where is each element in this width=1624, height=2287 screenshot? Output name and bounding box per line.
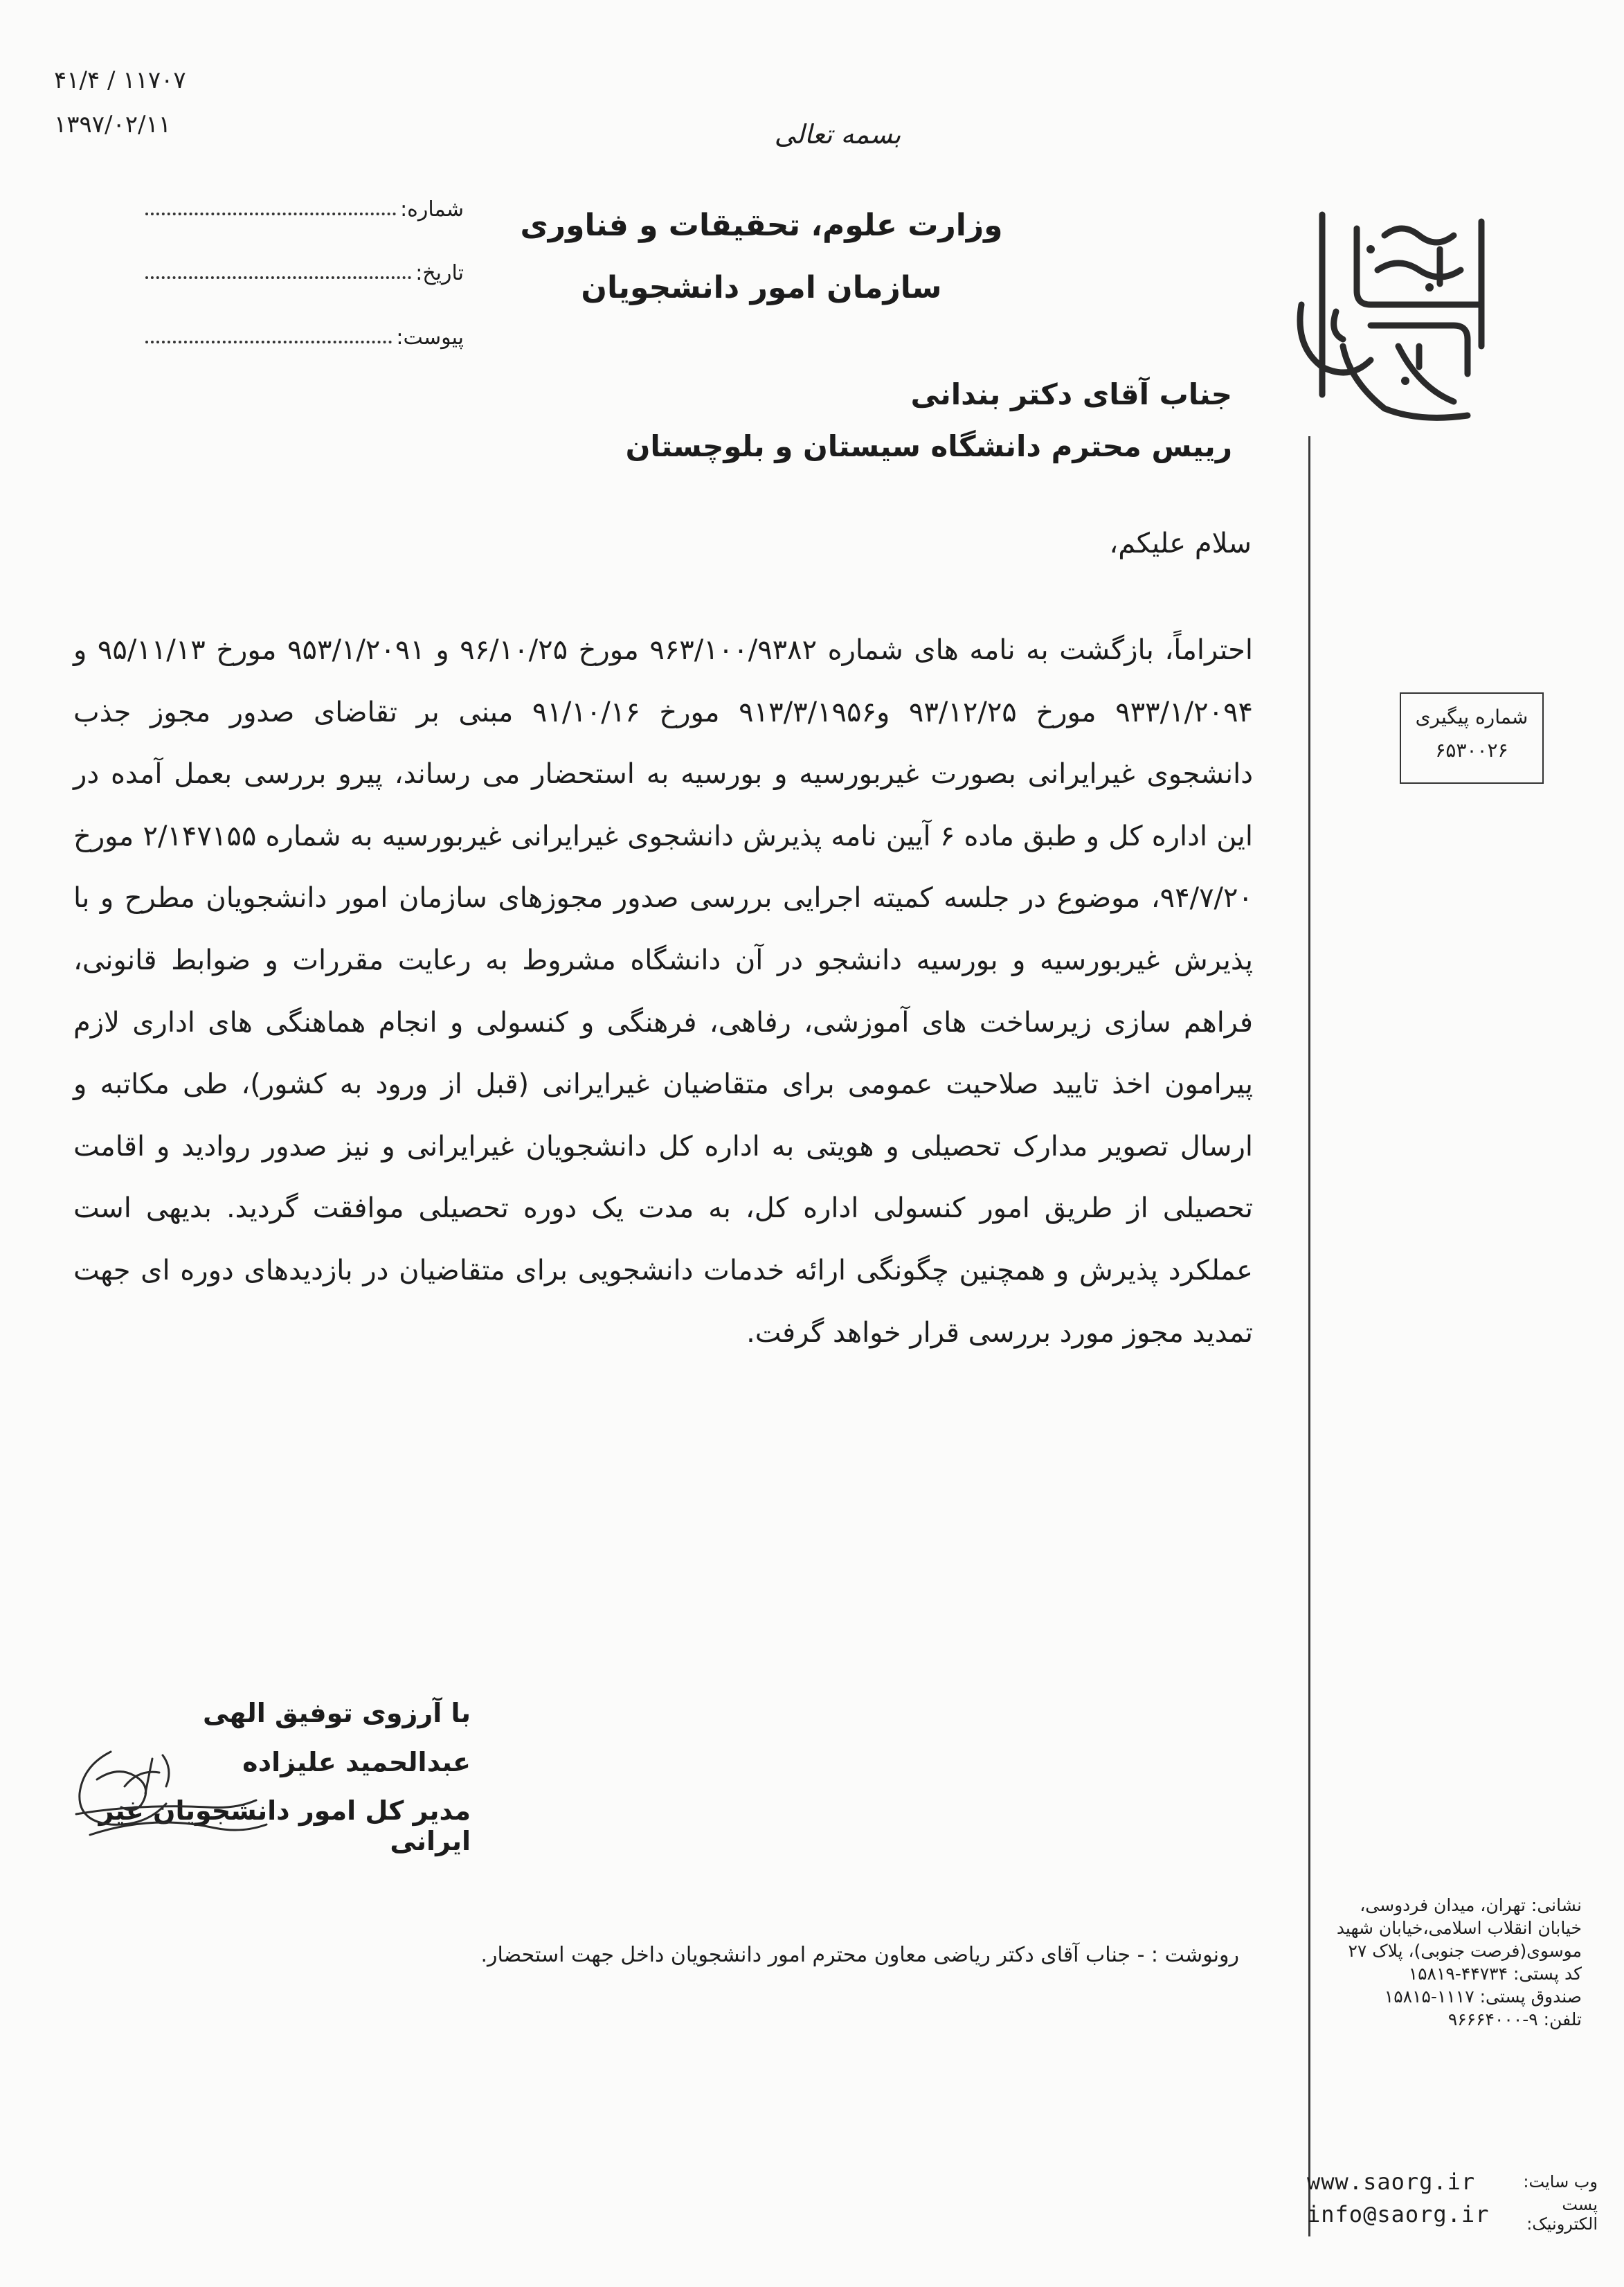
field-date — [145, 251, 464, 285]
address-line: موسوی(فرصت جنوبی)، پلاک ۲۷ — [1348, 1941, 1582, 1961]
field-attachment-line — [145, 341, 392, 343]
organization-logo-icon — [1281, 208, 1502, 429]
field-number-line — [145, 213, 396, 215]
signer-title: مدیر کل امور دانشجویان غیر ایرانی — [98, 1795, 471, 1856]
tracking-box — [1400, 692, 1544, 784]
signature — [69, 1738, 270, 1842]
contact-address — [1305, 1894, 1582, 2031]
recipient-position: رییس محترم دانشگاه سیستان و بلوچستان — [625, 429, 1232, 463]
address-line: نشانی: تهران، میدان فردوسی، — [1360, 1895, 1582, 1915]
email-row — [1307, 2195, 1598, 2234]
body-paragraph: احتراماً، بازگشت به نامه های شماره ۹۶۳/۱۰۰/۹۳۸۲ مورخ ۹۶/۱۰/۲۵ و ۹۵۳/۱/۲۰۹۱ مورخ ۹۵/۱۱/۱۳ و ۹۳۳/۱/۲۰۹۴ مورخ ۹۳/۱۲/۲۵ و۹۱۳/۳/۱۹۵۶ مورخ ۹۱/۱۰/۱۶ مبنی بر تقاضای صدور مجوز جذب دانشجوی غیرایرانی بصورت غیربورسیه و بورسیه به استحضار می رساند، پیرو بررسی بعمل آمده در این اداره کل و طبق ماده ۶ آیین نامه پذیرش دانشجوی غیرایرانی غیربورسیه به شماره ۲/۱۴۷۱۵۵ مورخ ۹۴/۷/۲۰، موضوع در جلسه کمیته اجرایی بررسی صدور مجوزهای سازمان امور دانشجویان مطرح و با پذیرش غیربورسیه و بورسیه دانشجو در آن دانشگاه مشروط به رعایت مقررات و ضوابط قانونی، فراهم سازی زیرساخت های آموزشی، رفاهی، فرهنگی و کنسولی و انجام هماهنگی های اداری لازم پیرامون اخذ تایید صلاحیت عمومی برای متقاضیان غیرایرانی (قبل از ورود به کشور)، طی مکاتبه و ارسال تصویر مدارک تحصیلی و هویتی به اداره کل دانشجویان غیرایرانی و نیز صدور روادید و اقامت تحصیلی از طریق امور کنسولی اداره کل، به مدت یک دوره تحصیلی موافقت گردید. بدیهی است عملکرد پذیرش و همچنین چگونگی ارائه خدمات دانشجویی برای متقاضیان در بازدیدهای دوره ای جهت تمدید مجوز مورد بررسی قرار خواهد گرفت. — [73, 634, 1254, 1349]
field-attachment — [145, 315, 464, 350]
cc-line: رونوشت : - جناب آقای دکتر ریاضی معاون محترم امور دانشجویان داخل جهت استحضار. — [480, 1943, 1239, 1967]
letter-body — [73, 620, 1253, 1364]
signature-icon — [69, 1738, 270, 1842]
organization-title: سازمان امور دانشجویان — [581, 270, 942, 305]
address-line: صندوق پستی: ۱۱۱۷-۱۵۸۱۵ — [1384, 1986, 1582, 2007]
ministry-title: وزارت علوم، تحقیقات و فناوری — [520, 208, 1003, 243]
tracking-label: شماره پیگیری — [1415, 706, 1528, 728]
signer-name: عبدالحمید علیزاده — [242, 1747, 471, 1777]
address-line: تلفن: ۹-۹۶۶۶۴۰۰۰ — [1447, 2009, 1582, 2029]
basmala: بسمه تعالی — [774, 119, 901, 150]
address-line: کد پستی: ۴۴۷۳۴-۱۵۸۱۹ — [1408, 1964, 1582, 1984]
field-attachment-label: پیوست: — [396, 325, 464, 350]
reference-number: ۴۱/۴ / ۱۱۷۰۷ — [54, 66, 186, 94]
email-label: پست الکترونیک: — [1526, 2195, 1598, 2234]
field-date-line — [145, 276, 411, 279]
field-date-label: تاریخ: — [415, 261, 464, 285]
email-link[interactable]: info@saorg.ir — [1307, 2201, 1490, 2227]
website-row — [1307, 2166, 1598, 2198]
organization-logo — [1281, 208, 1502, 429]
salutation: سلام علیکم، — [1109, 528, 1252, 559]
tracking-number: ۶۵۳۰۰۲۶ — [1435, 739, 1508, 762]
closing-wish: با آرزوی توفیق الهی — [202, 1698, 471, 1728]
address-line: خیابان انقلاب اسلامی،خیابان شهید — [1336, 1918, 1582, 1938]
website-label: وب سایت: — [1523, 2172, 1598, 2191]
field-number-label: شماره: — [400, 197, 464, 222]
field-number — [145, 187, 464, 222]
recipient-name: جناب آقای دکتر بندانی — [910, 377, 1232, 411]
reference-date: ۱۳۹۷/۰۲/۱۱ — [54, 111, 172, 138]
website-link[interactable]: www.saorg.ir — [1307, 2169, 1476, 2195]
